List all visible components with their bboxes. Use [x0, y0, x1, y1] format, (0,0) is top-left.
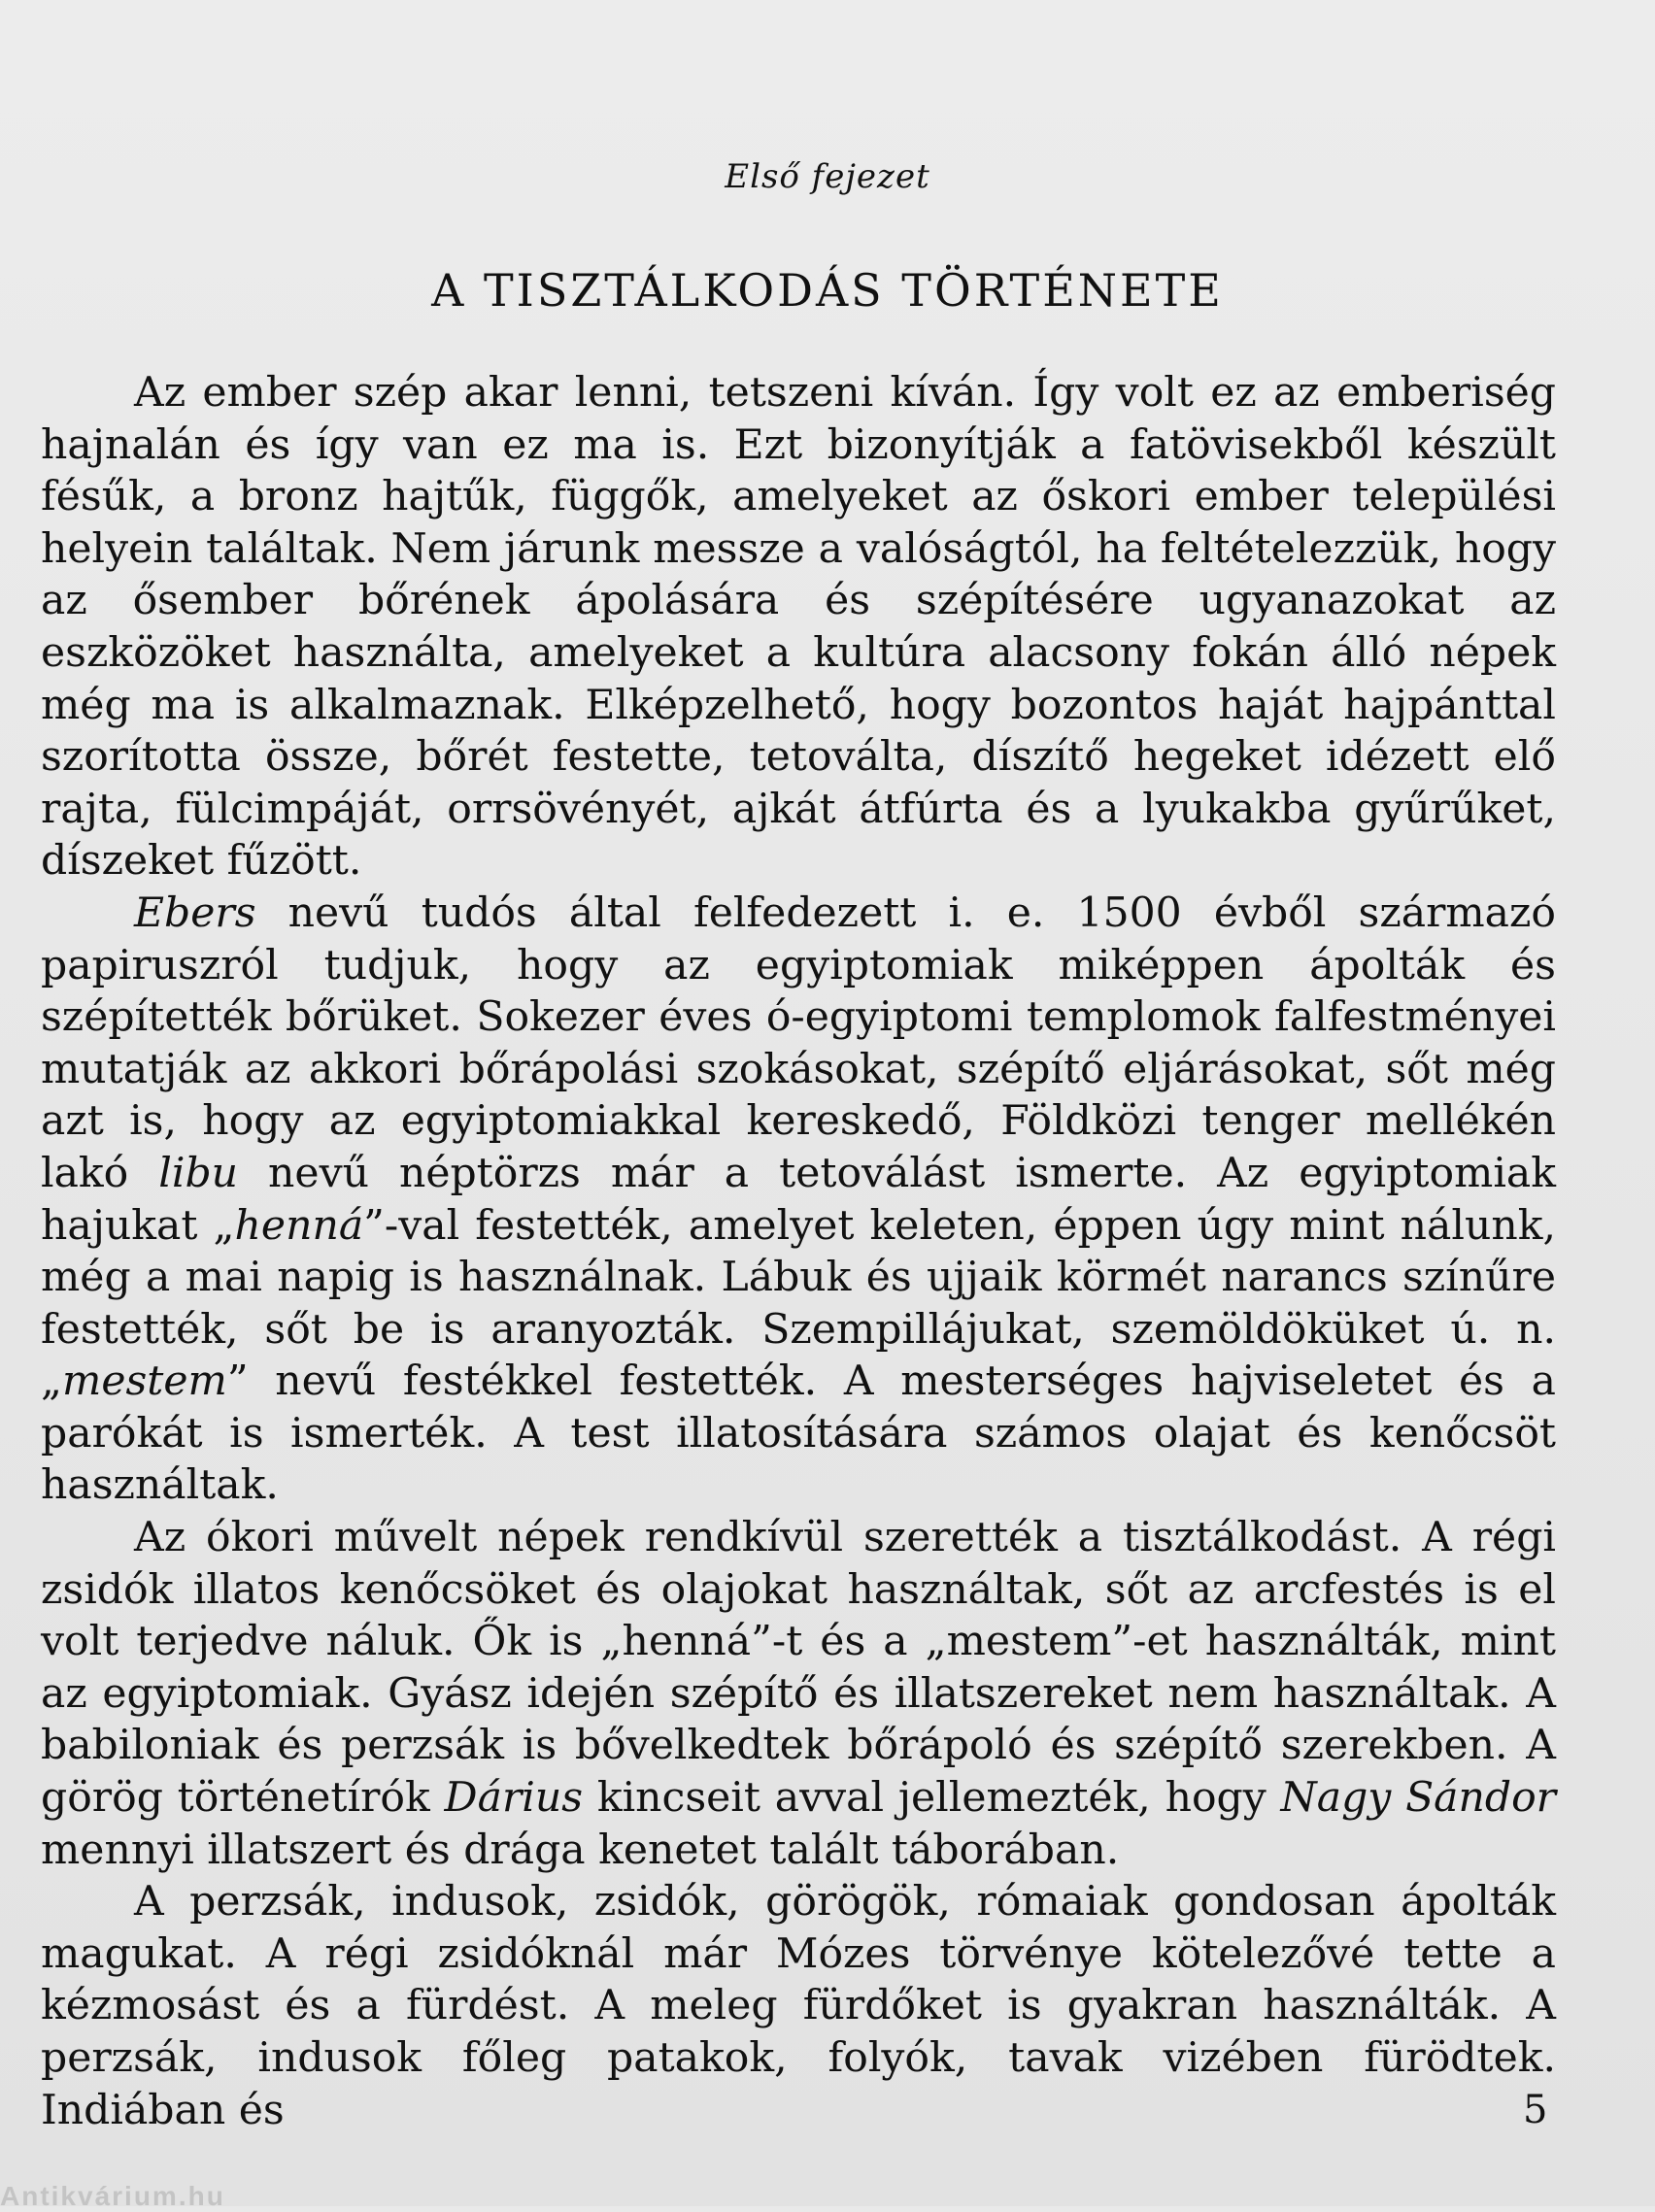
italic-term: Nagy Sándor: [1280, 1774, 1556, 1823]
text-run: mennyi illatszert és drága kenetet talált táborában.: [41, 1826, 1120, 1874]
chapter-body: [41, 367, 1556, 2136]
chapter-label: Első fejezet: [725, 157, 930, 196]
italic-term: mestem: [62, 1357, 227, 1406]
paragraph: [41, 1512, 1556, 1876]
text-run: Az ember szép akar lenni, tetszeni kíván. Így volt ez az emberiség hajnalán és így van ez ma is. Ezt bizonyítják a fatövisekből készült fésűk, a bronz hajtűk, függők, amelyeket az őskori ember települési helyein találtak. Nem járunk messze a valóságtól, ha feltételezzük, hogy az ősember bőrének ápolására és szépítésére ugyanazokat az eszközöket használta, amelyeket a kultúra alacsony fokán álló népek még ma is alkalmaznak. Elképzelhető, hogy bozontos haját hajpánttal szorította össze, bőrét festette, tetoválta, díszítő hegeket idézett elő rajta, fülcimpáját, orrsövényét, ajkát átfúrta és a lyukakba gyűrűket, díszeket fűzött.: [41, 369, 1556, 886]
text-run: nevű néptörzs már a tetoválást ismerte. Az egyiptomiak hajukat „: [41, 1149, 1557, 1250]
italic-term: Dárius: [444, 1774, 584, 1823]
text-run: ” nevű festékkel festették. A mesterséges hajviseletet és a parókát is ismerték. A test illatosítására számos olajat és kenőcsöt használtak.: [41, 1357, 1556, 1510]
italic-term: libu: [158, 1149, 239, 1197]
text-run: nevű tudós által felfedezett i. e. 1500 évből származó papiruszról tudjuk, hogy az egyiptomiak miképpen ápolták és szépítették bőrüket. Sokezer éves ó-egyiptomi templomok falfestményei mutatják az akkori bőrápolási szokásokat, szépítő eljárásokat, sőt még azt is, hogy az egyiptomiakkal kereskedő, Földközi tenger mellékén lakó: [41, 888, 1556, 1197]
text-run: ”-val festették, amelyet keleten, éppen úgy mint nálunk, még a mai napig is használnak. Lábuk és ujjaik körmét narancs színűre festették, sőt be is aranyozták. Szempillájukat, szemöldöküket ú. n. „: [41, 1201, 1556, 1406]
text-run: Az ókori művelt népek rendkívül szerették a tisztálkodást. A régi zsidók illatos kenőcsöket és olajokat használtak, sőt az arcfestés is el volt terjedve náluk. Ők is „henná”-t és a „mestem”-et használták, mint az egyiptomiak. Gyász idején szépítő és illatszereket nem használtak. A babiloniak és perzsák is bővelkedtek bőrápoló és szépítő szerekben. A görög történetírók: [41, 1514, 1556, 1823]
text-run: kincseit avval jellemezték, hogy: [583, 1774, 1281, 1823]
text-run: A perzsák, indusok, zsidók, görögök, rómaiak gondosan ápolták magukat. A régi zsidóknál már Mózes törvénye kötelezővé tette a kézmosást és a fürdést. A meleg fürdőket is gyakran használták. A perzsák, indusok főleg patakok, folyók, tavak vizében fürödtek. Indiában és: [41, 1878, 1556, 2134]
chapter-title: A TISZTÁLKODÁS TÖRTÉNETE: [431, 264, 1224, 317]
italic-term: henná: [234, 1201, 364, 1250]
paragraph: [41, 1876, 1556, 2136]
watermark: Antikvárium.hu: [0, 2181, 225, 2211]
page-number: 5: [1523, 2088, 1548, 2132]
paragraph: [41, 888, 1556, 1512]
italic-term: Ebers: [134, 888, 256, 937]
paragraph: [41, 367, 1556, 888]
